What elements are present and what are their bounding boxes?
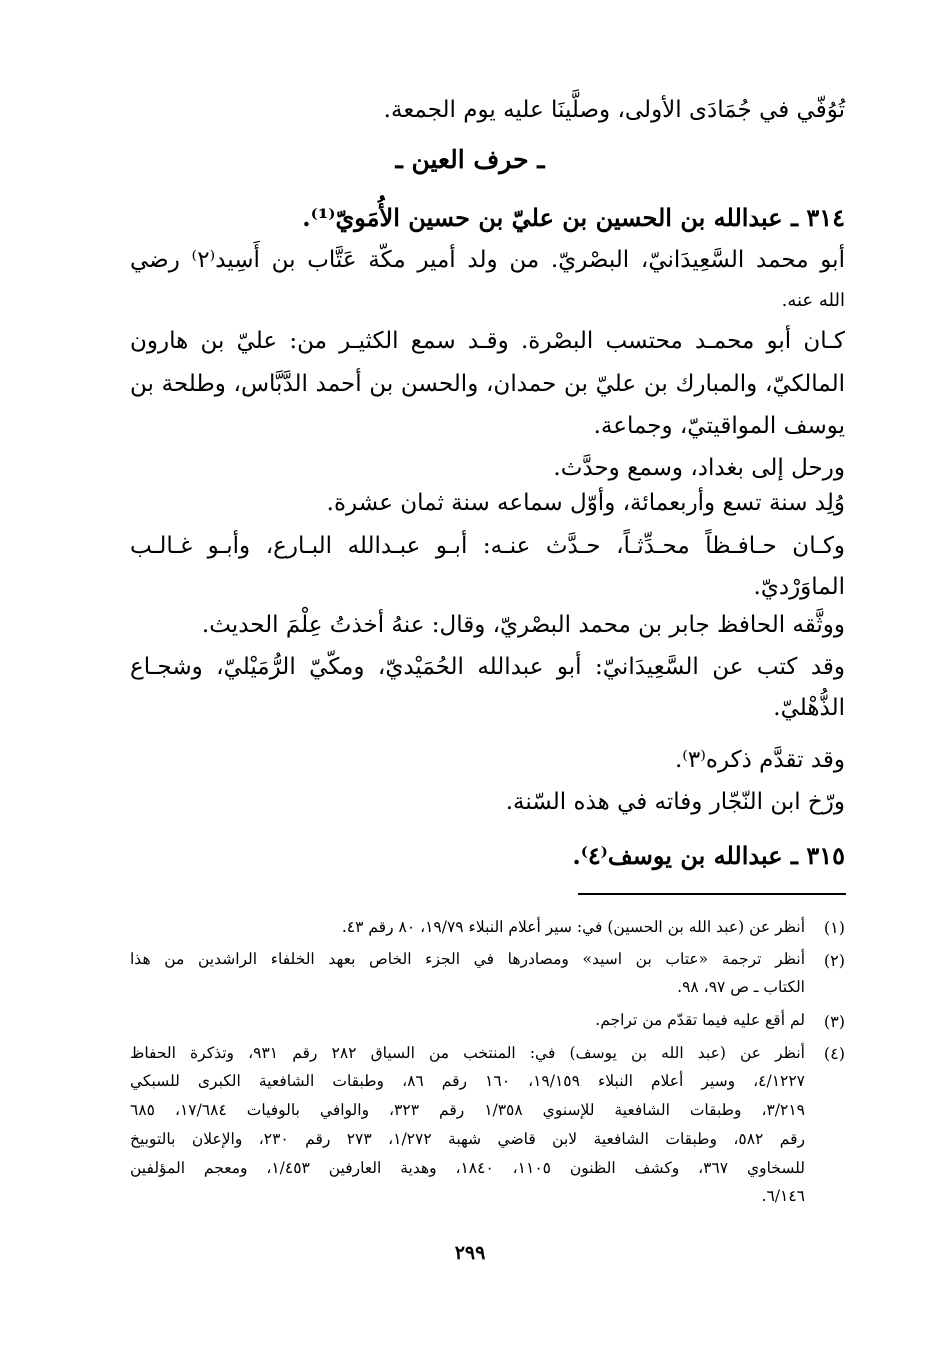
footnote-2-line-2: الكتاب ـ ص ٩٧، ٩٨. [677,978,805,996]
body-line-7: المالكيّ، والمبارك بن عليّ بن حمدان، والحسن بن أحمد الدَّبَّاس، وطلحة بن [130,371,845,397]
footnote-3-number: (٣) [823,1012,845,1031]
body-line-4: أبو محمد السَّعِيدَانيّ، البصْريّ. من ولد أمير مكّة عَتَّاب بن أَسِيد⁽٢⁾ رضي [130,247,845,273]
entry-314-title: ٣١٤ ـ عبدالله بن الحسين بن عليّ بن حسين الأُمَويّ⁽¹⁾. [302,203,845,232]
footnote-1-number: (١) [823,918,845,937]
body-line-9: ورحل إلى بغداد، وسمع وحدَّث. [553,455,845,481]
body-line-15: الذُّهْليّ. [773,695,845,721]
body-line-12: الماوَرْديّ. [753,574,845,600]
footnote-4-line-4: رقم ٥٨٢، وطبقات الشافعية لابن قاضي شهبة ١/٢٧٢، ٢٧٣ رقم ٢٣٠، والإعلان بالتوبيخ [130,1130,805,1148]
footnote-1-line-1: أنظر عن (عبد الله بن الحسين) في: سير أعلام النبلاء ١٩/٧٩، ٨٠ رقم ٤٣. [341,918,805,936]
body-line-5: الله عنه. [781,290,845,311]
footnote-2-number: (٢) [823,951,845,970]
entry-315-title: ٣١٥ ـ عبدالله بن يوسف⁽٤⁾. [572,841,845,870]
footnote-4-line-6: ٦/١٤٦. [761,1187,805,1205]
body-line-10: وُلِد سنة تسع وأربعمائة، وأوّل سماعه سنة ثمان عشرة. [326,490,845,516]
footnote-4-number: (٤) [823,1044,845,1063]
body-line-8: يوسف المواقيتيّ، وجماعة. [593,413,845,439]
footnote-4-line-5: للسخاوي ٣٦٧، وكشف الظنون ١١٠٥، ١٨٤٠، وهدية العارفين ١/٤٥٣، ومعجم المؤلفين [130,1159,805,1177]
footnote-divider [578,893,846,895]
body-line-11: وكـان حـافـظاً محـدِّثـاً، حـدَّث عنـه: أبـو عبـدالله البـارع، وأبـو غـالـب [130,533,845,559]
body-line-13: ووثَّقه الحافظ جابر بن محمد البصْريّ، وقال: عنهُ أخذتُ عِلْمَ الحديث. [201,612,845,638]
body-line-14: وقد كتب عن السَّعِيدَانيّ: أبو عبدالله الحُمَيْديّ، ومكّيّ الرُّمَيْليّ، وشجـاع [130,654,845,680]
page-number: ٢٩٩ [454,1242,486,1264]
body-line-16: وقد تقدَّم ذكره⁽٣⁾. [674,747,845,773]
body-line-1: تُوُفّي في جُمَادَى الأولى، وصلَّينَا عليه يوم الجمعة. [383,97,845,123]
footnote-4-line-1: أنظر عن (عبد الله بن يوسف) في: المنتخب من السياق ٢٨٢ رقم ٩٣١، وتذكرة الحفاظ [130,1044,805,1062]
footnote-3-line-1: لم أقع عليه فيما تقدّم من تراجم. [595,1011,805,1029]
body-line-6: كـان أبو محمـد محتسب البصْرة. وقـد سمع الكثيـر من: عليّ بن هارون [130,328,845,354]
footnote-4-line-2: ٤/١٢٢٧، وسير أعلام النبلاء ١٩/١٥٩، ١٦٠ رقم ٨٦، وطبقات الشافعية الكبرى للسبكي [130,1072,805,1090]
footnote-2-line-1: أنظر ترجمة «عتاب بن اسيد» ومصادرها في الجزء الخاص بعهد الخلفاء الراشدين من هذا [130,950,805,968]
body-line-17: ورّخ ابن النّجّار وفاته في هذه السّنة. [505,789,845,815]
footnote-4-line-3: ٣/٢١٩، وطبقات الشافعية للإسنوي ١/٣٥٨ رقم ٣٢٣، والوافي بالوفيات ١٧/٦٨٤، ٦٨٥ [130,1101,805,1119]
section-heading: ـ حرف العين ـ [395,145,545,174]
